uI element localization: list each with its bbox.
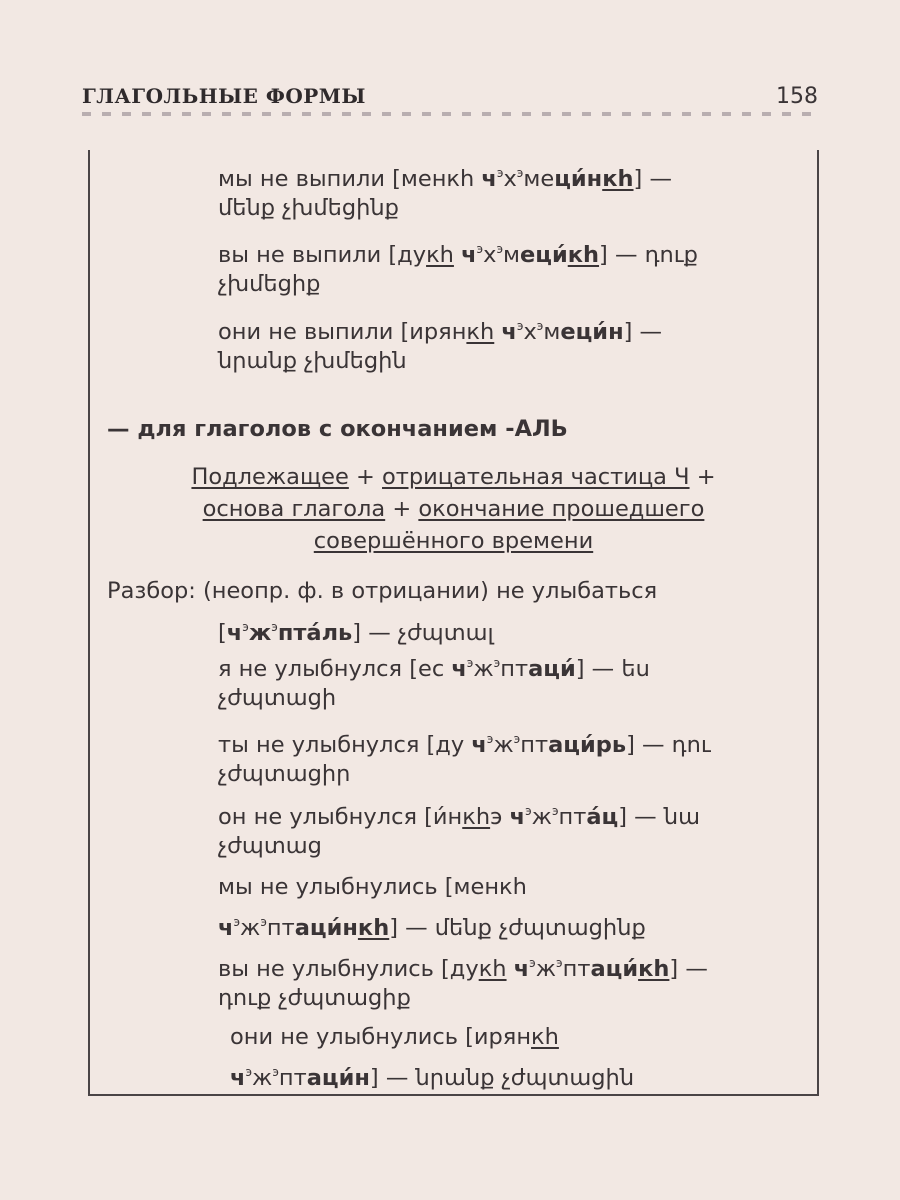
text-segment: — для глаголов с окончанием -АЛЬ xyxy=(107,416,568,442)
example-line xyxy=(218,648,650,684)
example-line xyxy=(218,158,672,194)
text-segment: չժպտացիր xyxy=(218,761,351,787)
text-segment: они не улыбнулись [ирян xyxy=(230,1024,532,1050)
text-segment: ч xyxy=(461,242,477,268)
text-segment: ж xyxy=(240,915,261,941)
text-segment: аци́н xyxy=(306,1065,370,1091)
superscript-vowel: э xyxy=(536,319,544,333)
text-segment: я не улыбнулся [ес xyxy=(218,656,452,682)
text-segment: вы не выпили [ду xyxy=(218,242,427,268)
text-segment: ч xyxy=(481,166,497,192)
example-line xyxy=(218,831,322,861)
text-segment: пт xyxy=(558,804,587,830)
box-border-left xyxy=(88,150,90,1096)
text-segment: кһ xyxy=(357,915,390,941)
example-line xyxy=(218,948,708,984)
section-heading xyxy=(107,414,568,444)
text-segment: кһ xyxy=(462,804,491,830)
example-line xyxy=(218,796,700,832)
text-segment: м xyxy=(543,319,561,345)
text-segment: пт xyxy=(278,1065,307,1091)
superscript-vowel: э xyxy=(260,915,267,929)
text-segment: х xyxy=(503,166,517,192)
example-line xyxy=(218,759,350,789)
formula-line xyxy=(88,462,819,492)
text-segment: + xyxy=(348,464,383,490)
text-segment: ] — մենք չժպտացինք xyxy=(389,915,646,941)
example-line xyxy=(218,983,411,1013)
text-segment: кһ xyxy=(466,319,495,345)
text-segment: ты не улыбнулся [ду xyxy=(218,732,472,758)
text-segment: ж xyxy=(252,1065,273,1091)
text-segment: ж xyxy=(473,656,494,682)
superscript-vowel: э xyxy=(516,166,524,180)
superscript-vowel: э xyxy=(476,242,484,256)
text-segment: չխմեցիք xyxy=(218,271,321,297)
text-segment: ] — նա xyxy=(618,804,701,830)
text-segment: м xyxy=(503,242,521,268)
text-segment: նրանք չխմեցին xyxy=(218,348,407,374)
text-segment: мы не выпили [менкһ xyxy=(218,166,482,192)
text-segment xyxy=(454,242,461,268)
text-segment: ] — դու xyxy=(626,732,711,758)
text-segment: он не улыбнулся [и́н xyxy=(218,804,463,830)
superscript-vowel: э xyxy=(486,732,494,746)
example-line xyxy=(218,907,646,943)
text-segment: + xyxy=(385,496,419,522)
text-segment: пт xyxy=(562,956,591,982)
text-segment: х xyxy=(523,319,537,345)
box-border-right xyxy=(817,150,819,1096)
text-segment: э xyxy=(490,804,510,830)
text-segment xyxy=(507,956,514,982)
superscript-vowel: э xyxy=(496,242,504,256)
text-segment: пта́ль xyxy=(277,620,353,646)
text-segment: основа глагола xyxy=(202,496,386,522)
text-segment: мы не улыбнулись [менкһ xyxy=(218,874,527,900)
text-segment: они не выпили [ирян xyxy=(218,319,467,345)
superscript-vowel: э xyxy=(272,1065,279,1079)
text-segment: ме xyxy=(523,166,555,192)
example-line xyxy=(218,193,399,223)
text-segment: ч xyxy=(501,319,517,345)
superscript-vowel: э xyxy=(551,804,559,818)
superscript-vowel: э xyxy=(245,1065,253,1079)
example-line xyxy=(218,346,407,376)
text-segment: Подлежащее xyxy=(191,464,349,490)
example-line xyxy=(218,872,527,902)
superscript-vowel: э xyxy=(242,620,249,634)
example-line xyxy=(218,683,336,713)
text-segment: ж xyxy=(248,620,272,646)
text-segment: ж xyxy=(493,732,514,758)
text-segment: ци́н xyxy=(554,166,603,192)
superscript-vowel: э xyxy=(466,656,474,670)
text-segment: մենք չխմեցինք xyxy=(218,195,399,221)
example-line xyxy=(230,1022,559,1052)
text-segment: ] — xyxy=(669,956,708,982)
example-line xyxy=(230,1057,634,1093)
text-segment: кһ xyxy=(478,956,507,982)
superscript-vowel: э xyxy=(525,804,532,818)
text-segment: ч xyxy=(218,915,234,941)
text-segment: кһ xyxy=(567,242,600,268)
text-segment: դուք չժպտացիք xyxy=(218,985,411,1011)
text-segment: пт xyxy=(520,732,549,758)
page-number: 158 xyxy=(776,84,818,109)
text-segment: еци́ xyxy=(520,242,568,268)
text-segment: + xyxy=(689,464,716,490)
text-segment: а́ц xyxy=(586,804,619,830)
text-segment: ] — դուք xyxy=(599,242,698,268)
text-segment: кһ xyxy=(426,242,454,268)
text-segment: еци́н xyxy=(560,319,624,345)
example-line xyxy=(218,612,494,648)
text-segment: ч xyxy=(509,804,526,830)
text-segment: ж xyxy=(531,804,552,830)
superscript-vowel: э xyxy=(493,656,501,670)
text-segment: аци́н xyxy=(294,915,358,941)
text-segment: [ xyxy=(218,620,227,646)
text-segment: отрицательная частица Ч xyxy=(382,464,690,490)
text-segment: ] — չժպտալ xyxy=(352,620,494,646)
superscript-vowel: э xyxy=(529,956,536,970)
text-segment: ч xyxy=(451,656,467,682)
superscript-vowel: э xyxy=(233,915,241,929)
text-segment: չժպտացի xyxy=(218,685,337,711)
superscript-vowel: э xyxy=(516,319,524,333)
analysis-line xyxy=(107,576,657,606)
text-segment: ] — նրանք չժպտացին xyxy=(369,1065,635,1091)
text-segment: вы не улыбнулись [ду xyxy=(218,956,479,982)
text-segment: ч xyxy=(230,1065,246,1091)
text-segment: совершённого времени xyxy=(313,528,594,554)
formula-line xyxy=(88,494,819,524)
text-segment: ч xyxy=(226,620,243,646)
text-segment: аци́рь xyxy=(548,732,627,758)
text-segment: кһ xyxy=(531,1024,559,1050)
text-segment: пт xyxy=(266,915,295,941)
example-line xyxy=(218,269,321,299)
header-divider xyxy=(82,112,822,116)
text-segment: ч xyxy=(513,956,530,982)
superscript-vowel: э xyxy=(556,956,563,970)
superscript-vowel: э xyxy=(513,732,521,746)
text-segment: х xyxy=(483,242,497,268)
text-segment: Разбор: (неопр. ф. в отрицании) не улыбаться xyxy=(107,578,658,604)
text-segment: окончание прошедшего xyxy=(418,496,705,522)
superscript-vowel: э xyxy=(496,166,504,180)
formula-line xyxy=(88,526,819,556)
running-header: ГЛАГОЛЬНЫЕ ФОРМЫ xyxy=(82,84,366,108)
text-segment: аци́ xyxy=(590,956,639,982)
text-segment: кһ xyxy=(602,166,634,192)
text-segment: ] — ես xyxy=(575,656,650,682)
example-line xyxy=(218,234,698,270)
superscript-vowel: э xyxy=(271,620,278,634)
text-segment: ] — xyxy=(623,319,663,345)
text-segment: չժպտաց xyxy=(218,833,322,859)
text-segment: кһ xyxy=(638,956,670,982)
box-border-bottom xyxy=(88,1094,819,1096)
text-segment: ] — xyxy=(633,166,672,192)
example-line xyxy=(218,311,662,347)
text-segment: пт xyxy=(500,656,529,682)
example-line xyxy=(218,724,711,760)
text-segment: ж xyxy=(535,956,557,982)
text-segment: аци́ xyxy=(528,656,576,682)
text-segment: ч xyxy=(471,732,487,758)
